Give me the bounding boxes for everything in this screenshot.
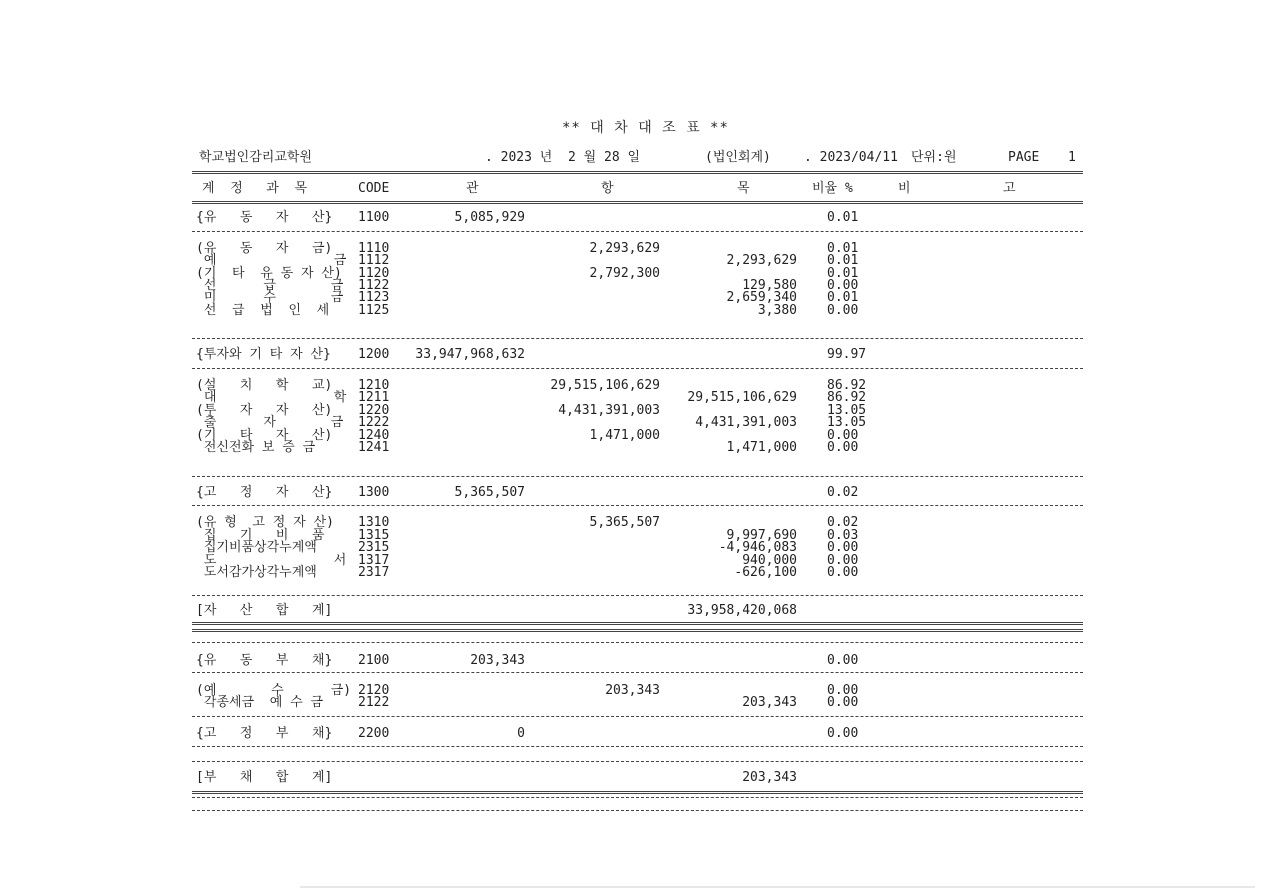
header-top-rule [192, 171, 1083, 174]
section-rule [192, 761, 1083, 762]
row-code: 1241 [358, 440, 390, 455]
row-name: {고 정 자 산} [196, 485, 333, 500]
row-ratio: 0.00 [827, 303, 859, 318]
row-code: 1100 [358, 210, 390, 225]
row-name: (투 자 자 산) [196, 403, 333, 418]
section-rule [192, 672, 1083, 673]
row-name: 미 수 금 [196, 290, 344, 305]
section-rule [192, 716, 1083, 717]
row-mok: -4,946,083 [718, 540, 797, 555]
row-mok: 2,293,629 [726, 253, 797, 268]
row-code: 1112 [358, 253, 390, 268]
row-name: 도서감가상각누계액 [196, 565, 317, 580]
row-name: 출 자 금 [196, 415, 344, 430]
row-ratio: 0.00 [827, 440, 859, 455]
row-ratio: 86.92 [827, 378, 867, 393]
row-name: (예 수 금) [196, 683, 352, 698]
col-gwan: 관 [466, 181, 479, 196]
page-label: PAGE [1008, 150, 1040, 165]
section-rule [192, 231, 1083, 232]
row-mok: 9,997,690 [726, 528, 797, 543]
total-rule [192, 629, 1083, 632]
row-mok: 2,659,340 [726, 290, 797, 305]
row-code: 2122 [358, 695, 390, 710]
row-name: [부 채 합 계] [196, 770, 333, 785]
row-mok: 203,343 [742, 695, 797, 710]
row-code: 1310 [358, 515, 390, 530]
row-ratio: 0.00 [827, 428, 859, 443]
row-name: (유 동 자 금) [196, 241, 333, 256]
row-ratio: 99.97 [827, 347, 867, 362]
row-code: 1123 [358, 290, 390, 305]
row-code: 2317 [358, 565, 390, 580]
row-name: 도 서 [196, 553, 347, 568]
total-rule [192, 791, 1083, 794]
row-code: 2100 [358, 653, 390, 668]
row-name: {유 동 자 산} [196, 210, 333, 225]
col-code: CODE [358, 181, 390, 196]
row-mok: 1,471,000 [726, 440, 797, 455]
section-rule [192, 338, 1083, 339]
row-gwan: 5,365,507 [454, 485, 525, 500]
row-hang: 5,365,507 [589, 515, 660, 530]
row-ratio: 0.02 [827, 515, 859, 530]
section-rule [192, 595, 1083, 596]
row-ratio: 0.00 [827, 653, 859, 668]
print-date: . 2023/04/11 [804, 150, 898, 165]
row-mok: 33,958,420,068 [687, 603, 797, 618]
row-ratio: 0.00 [827, 683, 859, 698]
col-ratio: 비율 % [812, 181, 853, 196]
row-ratio: 0.00 [827, 553, 859, 568]
row-name: 각종세금 예 수 금 [196, 695, 324, 710]
row-code: 1125 [358, 303, 390, 318]
row-code: 1317 [358, 553, 390, 568]
row-mok: -626,100 [734, 565, 797, 580]
row-code: 1122 [358, 278, 390, 293]
row-name: (기 타 자 산) [196, 428, 333, 443]
section-rule [192, 505, 1083, 506]
row-name: 대 학 [196, 390, 347, 405]
col-bi: 비 [898, 181, 911, 196]
row-ratio: 0.00 [827, 278, 859, 293]
row-code: 1220 [358, 403, 390, 418]
row-code: 1315 [358, 528, 390, 543]
scan-edge [300, 886, 1255, 888]
row-ratio: 0.01 [827, 253, 859, 268]
section-rule [192, 746, 1083, 747]
row-code: 2120 [358, 683, 390, 698]
row-name: {투자와 기 타 자 산} [196, 347, 331, 362]
row-hang: 203,343 [605, 683, 660, 698]
section-rule [192, 368, 1083, 369]
row-gwan: 33,947,968,632 [415, 347, 525, 362]
section-rule [192, 476, 1083, 477]
page-number: 1 [1068, 150, 1076, 165]
row-code: 1300 [358, 485, 390, 500]
row-mok: 4,431,391,003 [695, 415, 797, 430]
row-ratio: 86.92 [827, 390, 867, 405]
section-rule [192, 642, 1083, 643]
row-code: 1120 [358, 266, 390, 281]
report-period: . 2023 년 2 월 28 일 [485, 150, 641, 165]
row-name: 집기비품상각누계액 [196, 540, 317, 555]
row-ratio: 0.00 [827, 695, 859, 710]
row-ratio: 0.02 [827, 485, 859, 500]
row-name: (설 치 학 교) [196, 378, 333, 393]
org-name: 학교법인감리교학원 [199, 150, 313, 165]
section-rule [192, 810, 1083, 811]
row-code: 1110 [358, 241, 390, 256]
row-code: 1210 [358, 378, 390, 393]
row-ratio: 0.01 [827, 241, 859, 256]
col-account: 계 정 과 목 [202, 181, 308, 196]
header-bottom-rule [192, 201, 1083, 204]
row-gwan: 203,343 [470, 653, 525, 668]
row-ratio: 0.01 [827, 210, 859, 225]
row-hang: 29,515,106,629 [550, 378, 660, 393]
row-name: 선 급 법 인 세 [196, 303, 330, 318]
row-code: 1200 [358, 347, 390, 362]
col-hang: 항 [601, 181, 614, 196]
row-ratio: 0.00 [827, 565, 859, 580]
row-ratio: 0.00 [827, 540, 859, 555]
total-rule [192, 622, 1083, 625]
unit-label: 단위:원 [911, 150, 957, 165]
col-mok: 목 [737, 181, 750, 196]
row-name: {유 동 부 채} [196, 653, 333, 668]
row-ratio: 13.05 [827, 415, 867, 430]
row-name: 예 금 [196, 253, 347, 268]
row-name: [자 산 합 계] [196, 603, 333, 618]
row-gwan: 0 [517, 726, 525, 741]
row-code: 1240 [358, 428, 390, 443]
row-ratio: 0.01 [827, 266, 859, 281]
row-hang: 1,471,000 [589, 428, 660, 443]
row-name: 집 기 비 품 [196, 528, 325, 543]
row-name: 전신전화 보 증 금 [196, 440, 316, 455]
row-name: (유 형 고 정 자 산) [196, 515, 334, 530]
row-hang: 4,431,391,003 [558, 403, 660, 418]
row-name: 선 급 금 [196, 278, 344, 293]
row-ratio: 0.00 [827, 726, 859, 741]
accounting-type: (법인회계) [705, 150, 771, 165]
row-name: (기 타 유 동 자 산) [196, 266, 342, 281]
row-ratio: 0.03 [827, 528, 859, 543]
col-go: 고 [1003, 181, 1016, 196]
row-code: 1222 [358, 415, 390, 430]
row-gwan: 5,085,929 [454, 210, 525, 225]
row-hang: 2,792,300 [589, 266, 660, 281]
row-code: 1211 [358, 390, 390, 405]
row-code: 2315 [358, 540, 390, 555]
row-ratio: 0.01 [827, 290, 859, 305]
row-ratio: 13.05 [827, 403, 867, 418]
row-mok: 129,580 [742, 278, 797, 293]
row-name: {고 정 부 채} [196, 726, 333, 741]
row-mok: 940,000 [742, 553, 797, 568]
row-code: 2200 [358, 726, 390, 741]
row-mok: 3,380 [757, 303, 797, 318]
row-mok: 203,343 [742, 770, 797, 785]
report-title: ** 대 차 대 조 표 ** [562, 120, 729, 136]
row-hang: 2,293,629 [589, 241, 660, 256]
total-rule [192, 797, 1083, 798]
row-mok: 29,515,106,629 [687, 390, 797, 405]
